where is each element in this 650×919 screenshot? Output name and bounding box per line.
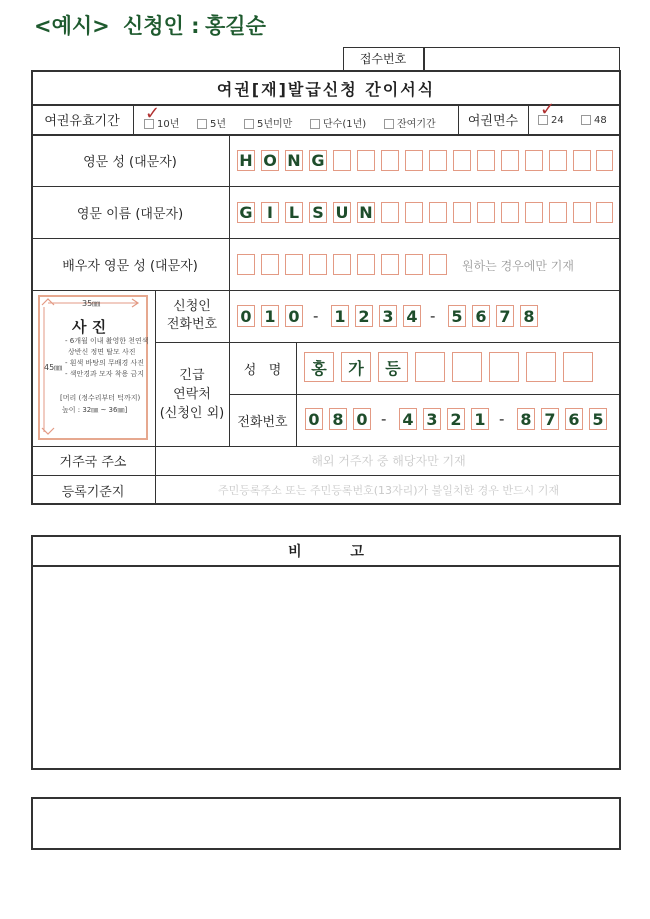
residence-field[interactable]: 해외 거주자 중 해당자만 기재 <box>311 454 466 468</box>
applicant-phone-label: 신청인 전화번호 <box>166 299 218 332</box>
checkbox <box>310 119 320 129</box>
validity-option-remaining[interactable] <box>384 115 436 130</box>
letter-box[interactable] <box>429 150 447 171</box>
check-mark-icon: ✓ <box>540 99 556 120</box>
letter: N <box>287 151 301 170</box>
letter: G <box>311 151 325 170</box>
digit-box[interactable] <box>353 408 371 430</box>
photo-note: - 흰색 바탕의 무배경 사진 <box>65 359 145 367</box>
digit: 7 <box>499 306 511 326</box>
letter-box[interactable] <box>525 150 543 171</box>
letter-box[interactable] <box>261 254 279 275</box>
name-char-box[interactable] <box>452 352 482 382</box>
letter-box[interactable] <box>501 150 519 171</box>
digit: 2 <box>450 409 462 429</box>
digit-box[interactable] <box>517 408 535 430</box>
remarks-title: 비 고 <box>288 544 364 560</box>
validity-option-5y[interactable] <box>197 115 226 130</box>
receipt-label: 접수번호 <box>359 52 407 66</box>
letter: H <box>239 151 253 170</box>
letter-box[interactable] <box>381 202 399 223</box>
digit-box[interactable] <box>448 305 466 327</box>
registry-field[interactable]: 주민등록주소 또는 주민등록번호(13자리)가 불일치한 경우 반드시 기재 <box>217 484 560 497</box>
spouse-note: 원하는 경우에만 기재 <box>462 259 574 273</box>
name-char-box[interactable] <box>489 352 519 382</box>
checkbox <box>581 115 591 125</box>
digit-box[interactable] <box>355 305 373 327</box>
letter-box[interactable] <box>429 202 447 223</box>
remarks-field[interactable] <box>33 567 619 768</box>
letter-box[interactable] <box>501 202 519 223</box>
digit: 3 <box>426 409 438 429</box>
letter-box[interactable] <box>453 202 471 223</box>
option-label: 48 <box>594 115 607 126</box>
validity-option-single[interactable] <box>310 115 366 130</box>
letter-box[interactable] <box>405 202 423 223</box>
check-mark-icon: ✓ <box>145 103 161 124</box>
digit: 8 <box>332 409 344 429</box>
letter-box[interactable] <box>309 202 327 223</box>
digit: 4 <box>402 409 414 429</box>
pages-label: 여권면수 <box>467 113 519 129</box>
digit-box[interactable] <box>520 305 538 327</box>
letter: L <box>288 203 300 222</box>
col-divider <box>528 104 529 134</box>
pages-option-48[interactable] <box>581 115 607 126</box>
photo-title: 사 진 <box>72 318 107 336</box>
letter-box[interactable] <box>237 150 255 171</box>
digit: 8 <box>520 409 532 429</box>
letter-box[interactable] <box>309 150 327 171</box>
letter: O <box>263 151 277 170</box>
option-label: 5년미만 <box>257 119 293 130</box>
residence-label: 거주국 주소 <box>59 455 127 470</box>
letter: N <box>359 203 373 222</box>
digit-box[interactable] <box>471 408 489 430</box>
letter: U <box>335 203 349 222</box>
digit: 5 <box>592 409 604 429</box>
emergency-name-label: 성 명 <box>243 362 282 378</box>
emergency-label: 긴급 연락처 (신청인 외) <box>159 367 225 421</box>
receipt-divider <box>423 47 425 70</box>
name-char: 홍 <box>311 358 327 378</box>
digit: 2 <box>358 306 370 326</box>
name-char-box[interactable] <box>526 352 556 382</box>
name-char-box[interactable] <box>378 352 408 382</box>
letter-box[interactable] <box>573 150 591 171</box>
checkbox <box>384 119 394 129</box>
letter-box[interactable] <box>525 202 543 223</box>
letter-box[interactable] <box>549 150 567 171</box>
digit-box[interactable] <box>496 305 514 327</box>
letter-box[interactable] <box>453 150 471 171</box>
digit: 0 <box>356 409 368 429</box>
letter: G <box>239 203 253 222</box>
checkbox <box>197 119 207 129</box>
photo-dimension-note: [머리 (정수리부터 턱까지) <box>60 394 141 402</box>
letter-box[interactable] <box>429 254 447 275</box>
photo-note: - 색안경과 모자 착용 금지 <box>65 370 145 378</box>
given-name-label: 영문 이름 (대문자) <box>76 206 184 222</box>
digit-box[interactable] <box>447 408 465 430</box>
digit: 1 <box>334 306 346 326</box>
letter-box[interactable] <box>477 150 495 171</box>
digit: 6 <box>568 409 580 429</box>
phone-separator: - <box>499 410 505 428</box>
digit-box[interactable] <box>589 408 607 430</box>
letter-box[interactable] <box>405 254 423 275</box>
digit-box[interactable] <box>285 305 303 327</box>
digit: 6 <box>475 306 487 326</box>
digit: 1 <box>474 409 486 429</box>
name-char-box[interactable] <box>415 352 445 382</box>
letter-box[interactable] <box>357 254 375 275</box>
option-label: 10년 <box>157 119 180 130</box>
letter-box[interactable] <box>261 150 279 171</box>
registry-label: 등록기준지 <box>61 484 125 500</box>
letter-box[interactable] <box>285 202 303 223</box>
photo-width-label: 35㎜ <box>82 299 101 308</box>
letter-box[interactable] <box>285 150 303 171</box>
digit: 4 <box>406 306 418 326</box>
emergency-phone-label: 전화번호 <box>237 414 288 430</box>
photo-height-label: 45㎜ <box>44 363 63 372</box>
digit-box[interactable] <box>423 408 441 430</box>
letter-box[interactable] <box>309 254 327 275</box>
checkbox <box>244 119 254 129</box>
letter-box[interactable] <box>237 202 255 223</box>
phone-separator: - <box>313 307 319 325</box>
digit: 3 <box>382 306 394 326</box>
digit-box[interactable] <box>331 305 349 327</box>
letter-box[interactable] <box>381 150 399 171</box>
row-divider <box>31 290 621 291</box>
digit-box[interactable] <box>305 408 323 430</box>
letter-box[interactable] <box>573 202 591 223</box>
digit: 8 <box>523 306 535 326</box>
letter-box[interactable] <box>333 254 351 275</box>
letter-box[interactable] <box>596 150 613 171</box>
col-divider <box>296 342 297 446</box>
validity-option-under5y[interactable] <box>244 115 292 130</box>
digit-box[interactable] <box>237 305 255 327</box>
letter-box[interactable] <box>285 254 303 275</box>
digit: 7 <box>544 409 556 429</box>
phone-separator: - <box>381 410 387 428</box>
digit-box[interactable] <box>472 305 490 327</box>
letter: S <box>312 203 324 222</box>
letter-box[interactable] <box>333 202 351 223</box>
digit-box[interactable] <box>329 408 347 430</box>
bottom-box[interactable] <box>31 797 621 850</box>
name-char: 가 <box>348 358 364 378</box>
digit: 0 <box>240 306 252 326</box>
name-char: 등 <box>385 358 401 378</box>
digit: 0 <box>288 306 300 326</box>
letter-box[interactable] <box>405 150 423 171</box>
option-label: 5년 <box>210 119 227 130</box>
digit: 0 <box>308 409 320 429</box>
digit-box[interactable] <box>399 408 417 430</box>
col-divider <box>133 104 134 134</box>
option-label: 단수(1년) <box>323 119 367 130</box>
letter-box[interactable] <box>357 150 375 171</box>
name-char-box[interactable] <box>304 352 334 382</box>
photo-note: - 6개월 이내 촬영한 천연색 <box>65 337 149 345</box>
form-title: 여권[재]발급신청 간이서식 <box>216 79 436 99</box>
digit-box[interactable] <box>379 305 397 327</box>
option-label: 잔여기간 <box>397 119 436 130</box>
name-char-box[interactable] <box>341 352 371 382</box>
option-label: 24 <box>551 115 564 126</box>
letter-box[interactable] <box>596 202 613 223</box>
letter-box[interactable] <box>477 202 495 223</box>
spouse-surname-label: 배우자 영문 성 (대문자) <box>62 258 198 274</box>
letter-box[interactable] <box>237 254 255 275</box>
digit-box[interactable] <box>403 305 421 327</box>
col-divider <box>229 134 230 342</box>
digit: 1 <box>264 306 276 326</box>
photo-note: 상반신 정면 탈모 사진 <box>68 348 136 356</box>
applicant-label: 신청인 : <box>123 14 200 38</box>
validity-label: 여권유효기간 <box>44 113 120 129</box>
letter-box[interactable] <box>381 254 399 275</box>
digit-box[interactable] <box>541 408 559 430</box>
digit-box[interactable] <box>565 408 583 430</box>
applicant-name: 홍길순 <box>205 14 266 38</box>
letter-box[interactable] <box>261 202 279 223</box>
photo-dimension-note: 높이 : 32㎜ ~ 36㎜] <box>62 406 128 414</box>
letter-box[interactable] <box>549 202 567 223</box>
surname-label: 영문 성 (대문자) <box>83 154 177 170</box>
letter: I <box>267 203 273 222</box>
example-label: <예시> <box>34 14 110 38</box>
digit-box[interactable] <box>261 305 279 327</box>
name-char-box[interactable] <box>563 352 593 382</box>
phone-separator: - <box>430 307 436 325</box>
digit: 5 <box>451 306 463 326</box>
letter-box[interactable] <box>357 202 375 223</box>
letter-box[interactable] <box>333 150 351 171</box>
